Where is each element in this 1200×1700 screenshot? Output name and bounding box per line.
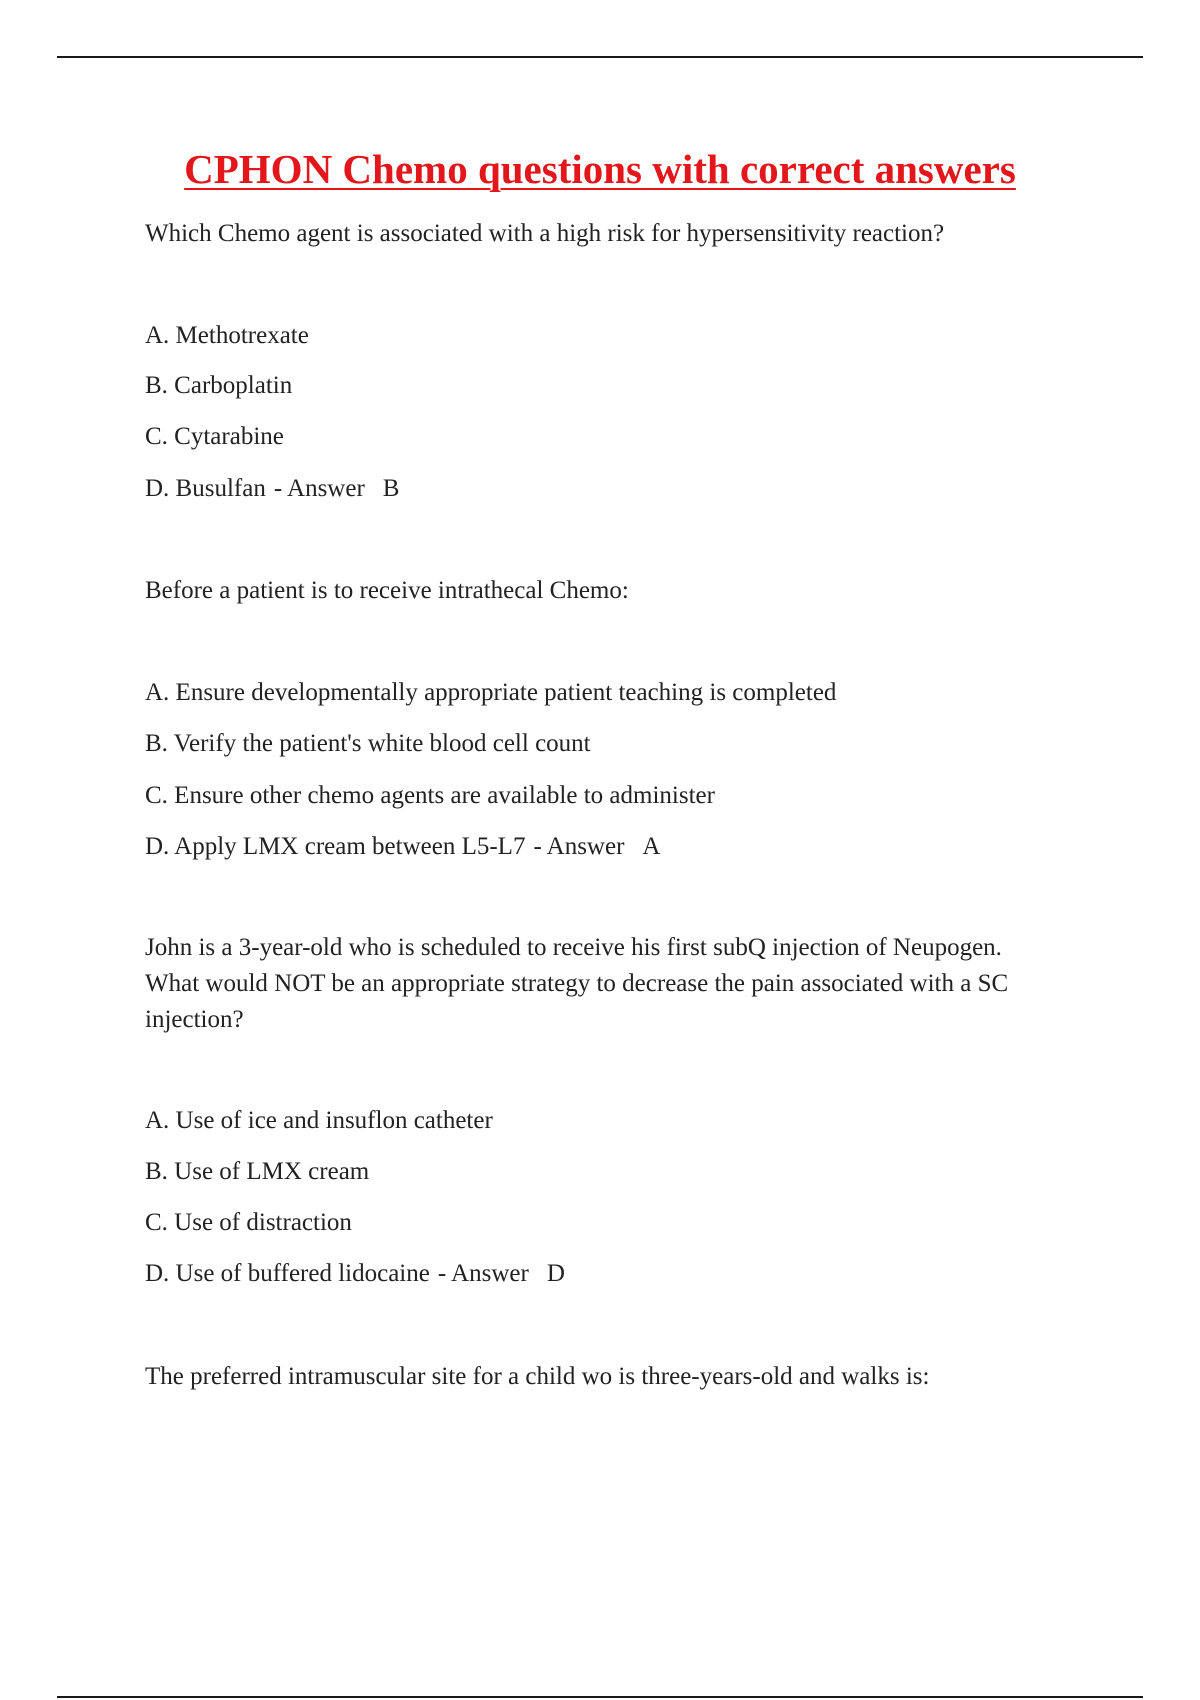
question-2-answer: A [642,833,661,860]
question-2-answer-label: - Answer [533,833,625,860]
question-2-text: Before a patient is to receive intrathecal Chemo: [145,577,629,604]
question-1-text: Which Chemo agent is associated with a high risk for hypersensitivity reaction? [145,220,945,247]
question-3-answer: D [546,1260,565,1287]
question-1-option-d [145,471,399,507]
question-2-option-b: B. Verify the patient's white blood cell count [145,730,591,757]
bottom-rule [57,1696,1143,1698]
question-3-text: John is a 3-year-old who is scheduled to receive his first subQ injection of Neupogen. What would NOT be an appropriate strategy to decrease the pain associated with a SC injection? [145,934,1009,1033]
question-1-option-b: B. Carboplatin [145,372,293,399]
question-1-option-a: A. Methotrexate [145,322,309,349]
top-rule [57,56,1143,58]
question-3-option-c: C. Use of distraction [145,1209,352,1236]
question-3-option-b: B. Use of LMX cream [145,1158,370,1185]
question-1-answer-label: - Answer [273,475,365,502]
question-2-option-c: C. Ensure other chemo agents are available to administer [145,782,715,809]
question-1-option-c: C. Cytarabine [145,423,284,450]
question-1-option-d-text: D. Busulfan [145,475,266,502]
question-3-answer-label: - Answer [437,1260,529,1287]
question-2-option-d [145,829,660,865]
question-2-option-d-text: D. Apply LMX cream between L5-L7 [145,833,526,860]
document-title: CPHON Chemo questions with correct answers [184,146,1016,192]
question-4-text: The preferred intramuscular site for a child wo is three-years-old and walks is: [145,1363,930,1390]
question-3-option-a: A. Use of ice and insuflon catheter [145,1107,493,1134]
question-1-answer: B [382,475,400,502]
question-3-option-d-text: D. Use of buffered lidocaine [145,1260,430,1287]
question-2-option-a: A. Ensure developmentally appropriate patient teaching is completed [145,679,837,706]
question-3-option-d [145,1256,565,1292]
